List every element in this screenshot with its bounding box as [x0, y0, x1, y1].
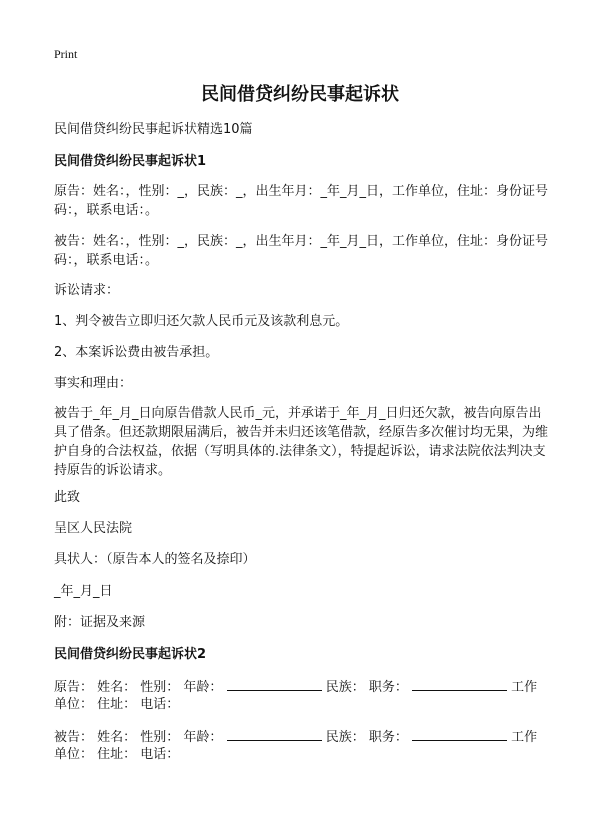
section2-defendant-work: 工作: [511, 730, 538, 745]
section2-plaintiff-fields-2: 民族： 职务：: [325, 680, 408, 695]
print-label[interactable]: Print: [54, 47, 78, 61]
section2-plaintiff-fields: 原告： 姓名： 性别： 年龄：: [54, 680, 223, 695]
document-subtitle: 民间借贷纠纷民事起诉状精选10篇: [54, 122, 253, 137]
plaintiff-age-blank: [227, 676, 322, 691]
section2-defendant-row-2: 单位： 住址： 电话：: [54, 747, 180, 762]
section1-plaintiff: 原告：姓名：，性别：_，民族：_，出生年月：_年_月_日，工作单位，住址：身份证号码：，联系电话：。: [54, 184, 549, 218]
section2-plaintiff-row-2: 单位： 住址： 电话：: [54, 697, 180, 712]
section2-plaintiff-row: [54, 676, 549, 697]
section1-defendant: 被告：姓名：，性别：_，民族：_，出生年月：_年_月_日，工作单位，住址：身份证号码：，联系电话：。: [54, 234, 549, 268]
section1-to-label: 此致: [54, 490, 81, 505]
section1-facts-label: 事实和理由：: [54, 376, 133, 391]
section1-facts: 被告于_年_月_日向原告借款人民币_元，并承诺于_年_月_日归还欠款，被告向原告出具了借条。但还款期限届满后，被告并未归还该笔借款，经原告多次催讨均无果，为维护自身的合法权益，依据（写明具体的.法律条文），特提起诉讼，请求法院依法判决支持原告的诉讼请求。: [54, 406, 549, 478]
section1-attachment: 附：证据及来源: [54, 615, 146, 630]
plaintiff-position-blank: [412, 676, 507, 691]
section1-heading: 民间借贷纠纷民事起诉状1: [54, 154, 207, 169]
defendant-position-blank: [412, 726, 507, 741]
section1-signer: 具状人：（原告本人的签名及捺印）: [54, 552, 256, 567]
section2-plaintiff-work: 工作: [511, 680, 538, 695]
section2-defendant-fields-2: 民族： 职务：: [325, 730, 408, 745]
section2-heading: 民间借贷纠纷民事起诉状2: [54, 647, 207, 662]
section2-defendant-fields: 被告： 姓名： 性别： 年龄：: [54, 730, 223, 745]
section1-claim-1: 1、判令被告立即归还欠款人民币元及该款利息元。: [54, 314, 349, 329]
document-title: 民间借贷纠纷民事起诉状: [201, 84, 399, 105]
section1-date: _年_月_日: [54, 584, 113, 599]
section1-claims-label: 诉讼请求：: [54, 283, 120, 298]
section1-claim-2: 2、本案诉讼费由被告承担。: [54, 345, 219, 360]
defendant-age-blank: [227, 726, 322, 741]
section2-defendant-row: [54, 726, 549, 747]
section1-court: 呈区人民法院: [54, 521, 133, 536]
